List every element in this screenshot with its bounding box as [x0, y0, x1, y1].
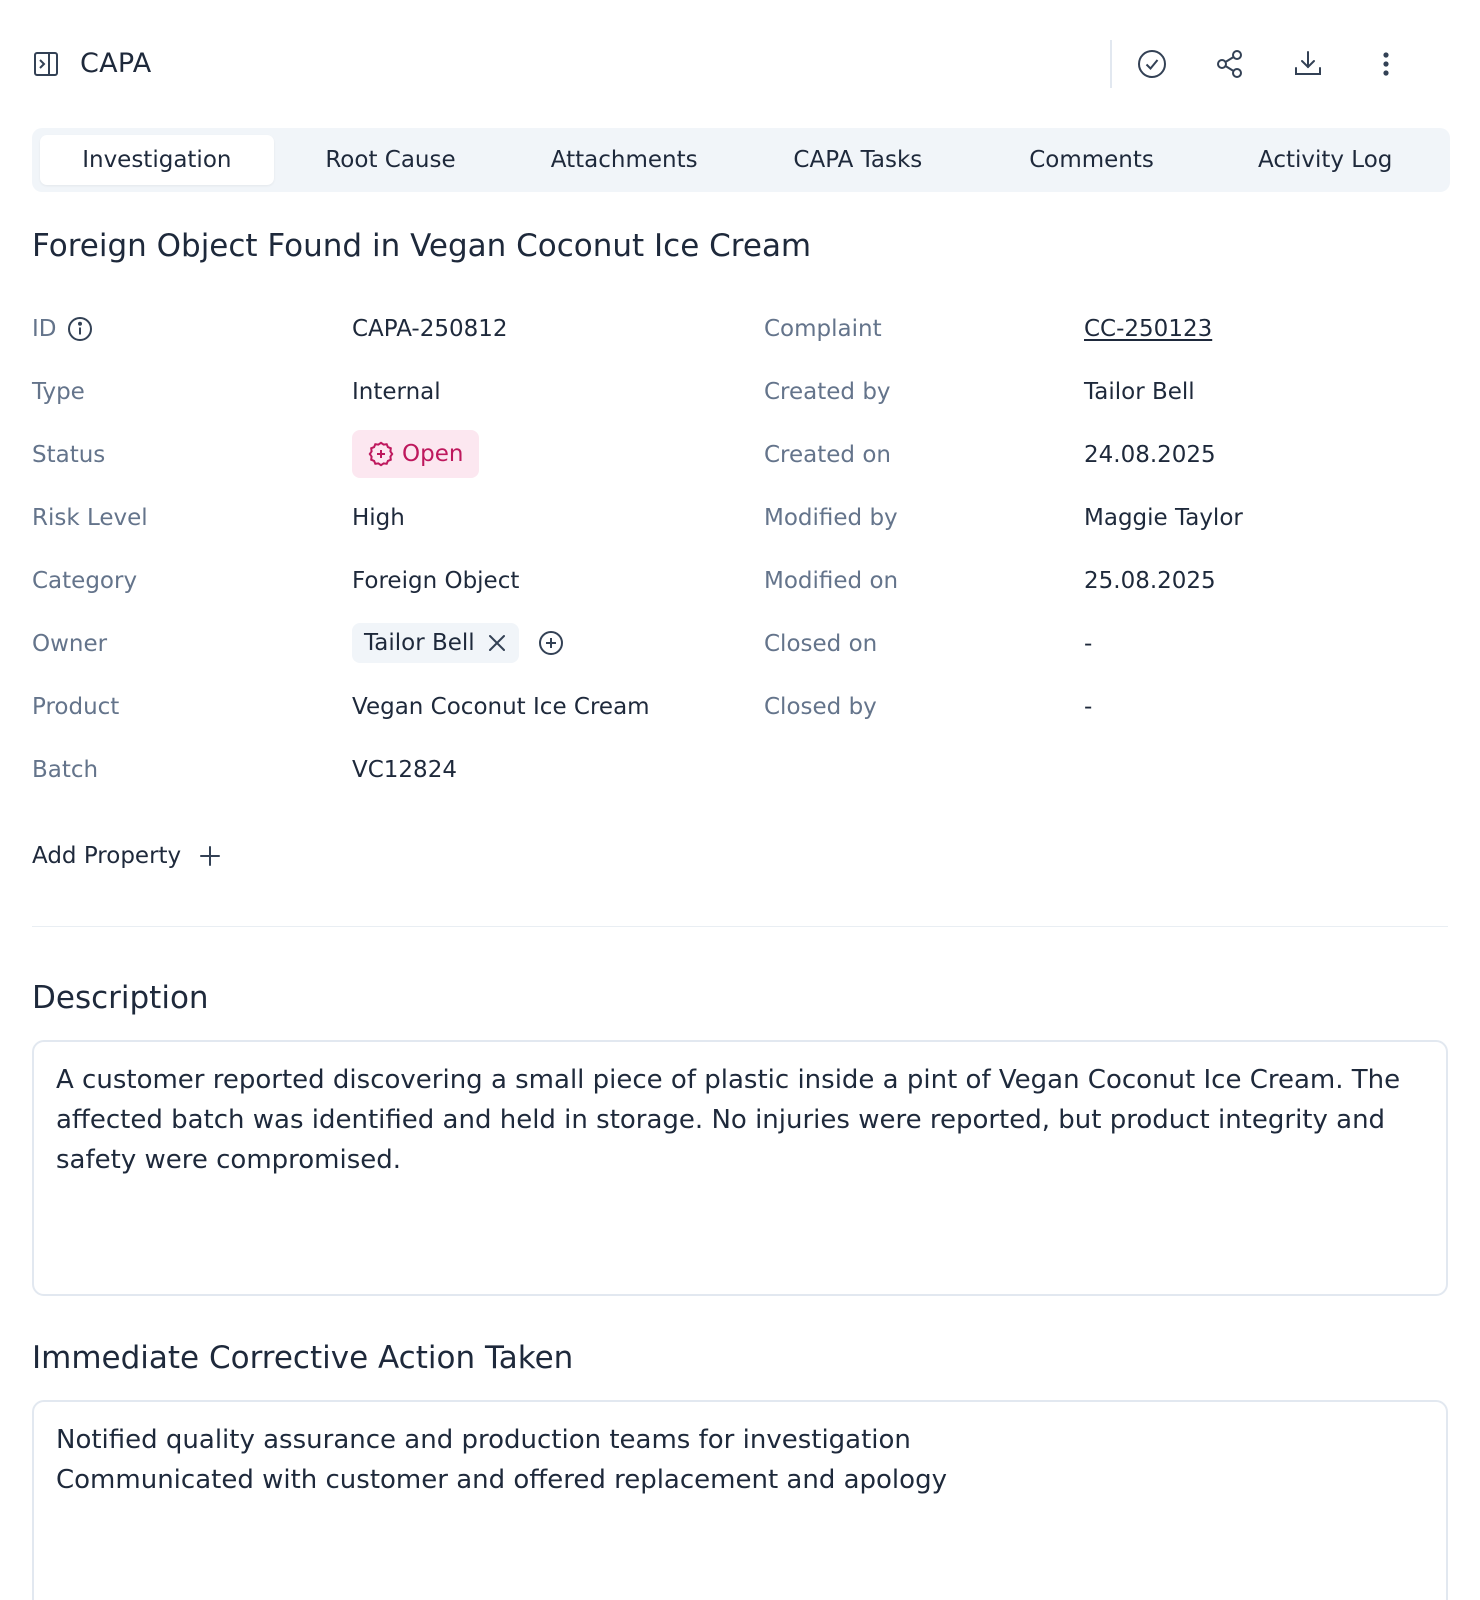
tab-comments[interactable]: Comments — [1029, 147, 1154, 173]
modified-on-label: Modified on — [764, 568, 899, 594]
app-title: CAPA — [80, 48, 152, 79]
corrective-action-title: Immediate Corrective Action Taken — [32, 1340, 574, 1376]
closed-on-label: Closed on — [764, 631, 878, 657]
closed-by-value: - — [1084, 694, 1093, 720]
category-value[interactable]: Foreign Object — [352, 568, 520, 594]
corrective-action-line: Communicated with customer and offered replacement and apology — [56, 1465, 947, 1495]
property-row — [32, 434, 1452, 474]
id-value: CAPA-250812 — [352, 316, 508, 342]
modified-by-value: Maggie Taylor — [1084, 505, 1243, 531]
tab-investigation[interactable]: Investigation — [40, 135, 274, 185]
status-badge-text: Open — [402, 441, 464, 467]
batch-label: Batch — [32, 757, 99, 783]
page-title: Foreign Object Found in Vegan Coconut Ice Cream — [32, 228, 812, 264]
tab-bar — [32, 128, 1450, 192]
complaint-link-text[interactable]: CC-250123 — [1084, 316, 1213, 342]
modified-by-label: Modified by — [764, 505, 898, 531]
header — [32, 36, 1448, 92]
status-badge[interactable] — [352, 430, 479, 478]
tab-attachments[interactable]: Attachments — [550, 147, 698, 173]
owner-label: Owner — [32, 631, 108, 657]
created-by-label: Created by — [764, 379, 891, 405]
download-icon — [1292, 48, 1324, 80]
share-button[interactable] — [1214, 48, 1246, 80]
add-property-label: Add Property — [32, 843, 182, 869]
property-row — [32, 560, 1452, 600]
remove-owner-button[interactable] — [487, 633, 507, 653]
section-divider — [32, 926, 1448, 927]
corrective-action-textarea[interactable] — [32, 1400, 1448, 1600]
id-label — [32, 316, 93, 342]
tab-activity-log[interactable]: Activity Log — [1257, 147, 1393, 173]
resolve-button[interactable] — [1136, 48, 1168, 80]
property-row — [32, 308, 1452, 348]
type-label: Type — [32, 379, 85, 405]
plus-icon — [199, 845, 221, 867]
more-options-button[interactable] — [1370, 48, 1402, 80]
property-row — [32, 371, 1452, 411]
complaint-label: Complaint — [764, 316, 882, 342]
risk-level-label: Risk Level — [32, 505, 148, 531]
owner-chip-text: Tailor Bell — [364, 630, 475, 656]
type-value[interactable]: Internal — [352, 379, 441, 405]
download-button[interactable] — [1292, 48, 1324, 80]
description-title: Description — [32, 980, 209, 1016]
share-icon — [1214, 48, 1246, 80]
close-icon — [488, 634, 506, 652]
product-value[interactable]: Vegan Coconut Ice Cream — [352, 694, 650, 720]
modified-on-value: 25.08.2025 — [1084, 568, 1216, 594]
description-text: A customer reported discovering a small piece of plastic inside a pint of Vegan Coconut Ice Cream. The affected batch was identified and held in storage. No injuries were reported, but product integrity and safety were compromised. — [56, 1065, 1401, 1175]
property-row — [32, 749, 1452, 789]
status-label: Status — [32, 442, 106, 468]
info-icon[interactable] — [67, 316, 93, 342]
complaint-link[interactable] — [1084, 316, 1212, 342]
status-open-icon — [368, 441, 394, 467]
more-vertical-icon — [1370, 48, 1402, 80]
corrective-action-line: Notified quality assurance and production teams for investigation — [56, 1425, 911, 1455]
sidebar-toggle-icon[interactable] — [32, 50, 60, 78]
closed-on-value: - — [1084, 631, 1093, 657]
check-circle-icon — [1136, 48, 1168, 80]
created-on-label: Created on — [764, 442, 891, 468]
add-property-button[interactable] — [32, 843, 221, 869]
header-divider — [1110, 40, 1112, 88]
id-label-text: ID — [32, 316, 57, 342]
created-on-value: 24.08.2025 — [1084, 442, 1216, 468]
product-label: Product — [32, 694, 120, 720]
risk-level-value[interactable]: High — [352, 505, 405, 531]
category-label: Category — [32, 568, 138, 594]
closed-by-label: Closed by — [764, 694, 877, 720]
add-owner-icon[interactable] — [538, 630, 564, 656]
owner-chip[interactable] — [352, 623, 519, 663]
created-by-value: Tailor Bell — [1084, 379, 1195, 405]
property-row — [32, 686, 1452, 726]
batch-value[interactable]: VC12824 — [352, 757, 457, 783]
property-row — [32, 497, 1452, 537]
tab-root-cause[interactable]: Root Cause — [325, 147, 456, 173]
description-textarea[interactable] — [32, 1040, 1448, 1296]
property-row — [32, 623, 1452, 663]
tab-capa-tasks[interactable]: CAPA Tasks — [793, 147, 923, 173]
